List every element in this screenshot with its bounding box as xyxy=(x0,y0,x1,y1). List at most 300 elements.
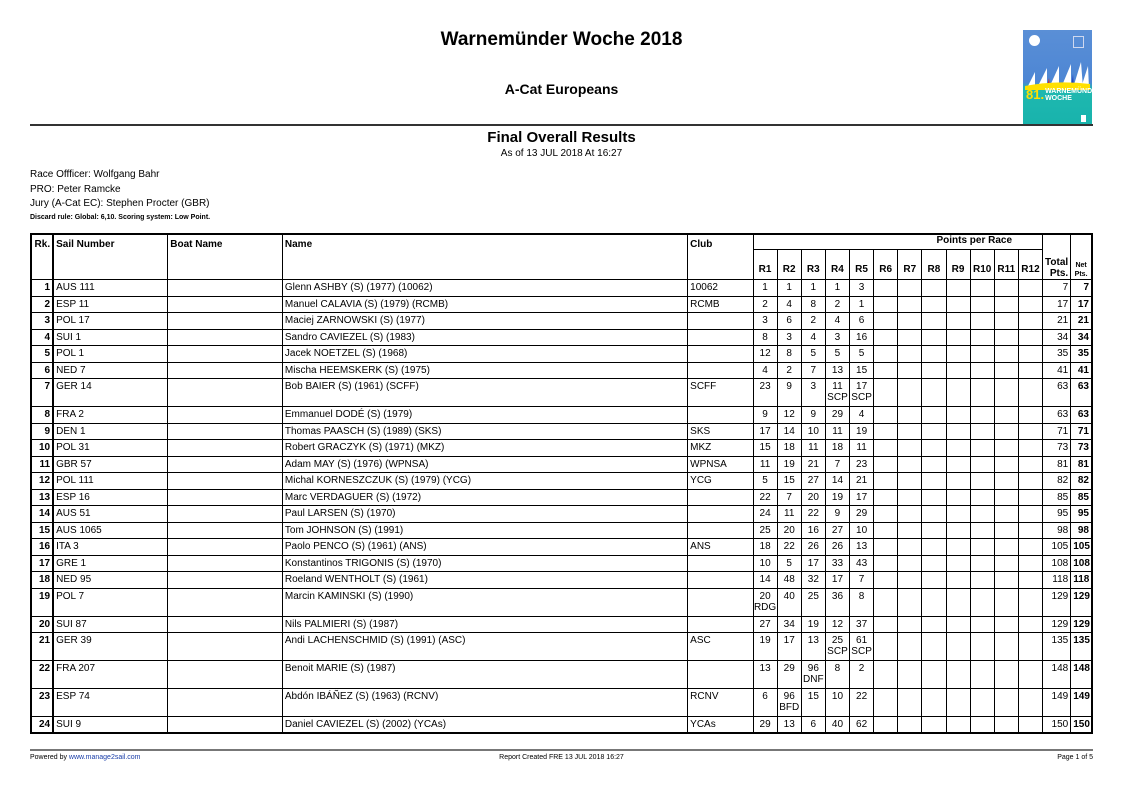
race-3-cell xyxy=(801,689,825,717)
race-points: 5 xyxy=(834,348,841,359)
net-cell: 148 xyxy=(1071,661,1092,689)
results-table xyxy=(30,233,1093,734)
report-date: As of 13 JUL 2018 At 16:27 xyxy=(500,148,623,159)
table-row xyxy=(31,379,1092,407)
col-race-8[interactable]: R8 xyxy=(922,250,946,280)
club-cell xyxy=(688,661,753,689)
rank-cell: 15 xyxy=(31,522,53,539)
race-5-cell xyxy=(850,489,874,506)
race-points: 62 xyxy=(856,719,868,730)
rank-cell: 14 xyxy=(31,506,53,523)
race-points: 2 xyxy=(762,298,768,310)
total-cell: 71 xyxy=(1043,423,1071,440)
race-points: 23 xyxy=(759,381,771,392)
boat-name-cell xyxy=(168,473,283,490)
race-11-cell xyxy=(994,522,1018,539)
race-1-cell xyxy=(753,588,777,616)
race-6-cell xyxy=(874,661,898,689)
race-points: 3 xyxy=(834,331,841,343)
net-cell: 17 xyxy=(1071,296,1092,313)
race-2-cell xyxy=(777,506,801,523)
table-row xyxy=(31,346,1092,363)
race-3-cell xyxy=(801,456,825,473)
rank-cell: 22 xyxy=(31,661,53,689)
rank-cell: 11 xyxy=(31,456,53,473)
race-4-cell xyxy=(825,522,849,539)
boat-name-cell xyxy=(168,423,283,440)
race-points: 3 xyxy=(762,315,768,326)
race-7-cell xyxy=(898,539,922,556)
sail-number-cell: POL 111 xyxy=(53,473,168,490)
race-points: 17 xyxy=(759,425,771,437)
net-cell: 95 xyxy=(1071,506,1092,523)
race-12-cell xyxy=(1018,329,1042,346)
race-8-cell xyxy=(922,473,946,490)
race-5-cell xyxy=(850,280,874,297)
race-4-cell xyxy=(825,440,849,457)
footer-divider xyxy=(30,749,1093,751)
race-points: 11 xyxy=(856,442,867,453)
race-7-cell xyxy=(898,362,922,379)
race-4-cell xyxy=(825,407,849,424)
race-points: 22 xyxy=(783,541,795,552)
col-race-4[interactable]: R4 xyxy=(825,250,849,280)
race-points: 20 xyxy=(759,590,771,602)
race-points: 26 xyxy=(807,541,819,552)
race-3-cell xyxy=(801,313,825,330)
race-5-cell xyxy=(850,346,874,363)
table-row xyxy=(31,362,1092,379)
race-points: 25 xyxy=(807,590,819,602)
club-cell xyxy=(688,346,753,363)
race-3-cell xyxy=(801,555,825,572)
col-race-11[interactable]: R11 xyxy=(994,250,1018,280)
rank-cell: 6 xyxy=(31,362,53,379)
race-points: 7 xyxy=(858,574,865,585)
race-points: 17 xyxy=(856,381,868,392)
table-row xyxy=(31,689,1092,717)
sail-number-cell: AUS 51 xyxy=(53,506,168,523)
race-points: 8 xyxy=(810,298,817,310)
race-points: 9 xyxy=(834,508,841,519)
race-2-cell xyxy=(777,717,801,734)
club-cell: WPNSA xyxy=(688,456,753,473)
race-10-cell xyxy=(970,346,994,363)
net-cell: 85 xyxy=(1071,489,1092,506)
sail-number-cell: GRE 1 xyxy=(53,555,168,572)
race-10-cell xyxy=(970,379,994,407)
col-race-6[interactable]: R6 xyxy=(874,250,898,280)
race-8-cell xyxy=(922,588,946,616)
race-1-cell xyxy=(753,555,777,572)
race-12-cell xyxy=(1018,423,1042,440)
results-body xyxy=(31,280,1092,734)
net-cell: 82 xyxy=(1071,473,1092,490)
race-10-cell xyxy=(970,588,994,616)
race-5-cell xyxy=(850,522,874,539)
table-row xyxy=(31,555,1092,572)
race-7-cell xyxy=(898,572,922,589)
col-race-10[interactable]: R10 xyxy=(970,250,994,280)
race-10-cell xyxy=(970,329,994,346)
race-5-cell xyxy=(850,506,874,523)
penalty-code: SCP xyxy=(827,392,848,403)
race-11-cell xyxy=(994,689,1018,717)
race-5-cell xyxy=(850,362,874,379)
rank-cell: 4 xyxy=(31,329,53,346)
race-1-cell xyxy=(753,362,777,379)
race-11-cell xyxy=(994,423,1018,440)
table-row xyxy=(31,456,1092,473)
header-divider xyxy=(30,124,1093,126)
race-5-cell xyxy=(850,555,874,572)
race-points: 36 xyxy=(831,590,844,602)
race-11-cell xyxy=(994,539,1018,556)
race-points: 96 xyxy=(807,663,819,674)
sail-number-cell: DEN 1 xyxy=(53,423,168,440)
col-race-1[interactable]: R1 xyxy=(753,250,777,280)
race-5-cell xyxy=(850,633,874,661)
race-points: 22 xyxy=(856,691,868,702)
manage2sail-link[interactable]: www.manage2sail.com xyxy=(68,754,141,761)
race-points: 15 xyxy=(807,691,819,702)
race-points: 14 xyxy=(783,425,795,437)
sail-number-cell: POL 17 xyxy=(53,313,168,330)
race-7-cell xyxy=(898,280,922,297)
sail-number-cell: POL 31 xyxy=(53,440,168,457)
race-6-cell xyxy=(874,522,898,539)
race-11-cell xyxy=(994,440,1018,457)
total-cell: 34 xyxy=(1043,329,1071,346)
race-4-cell xyxy=(825,489,849,506)
table-row xyxy=(31,296,1092,313)
race-11-cell xyxy=(994,489,1018,506)
race-12-cell xyxy=(1018,313,1042,330)
name-cell: Thomas PAASCH (S) (1989) (SKS) xyxy=(282,423,687,440)
total-cell: 98 xyxy=(1043,522,1071,539)
race-points: 32 xyxy=(807,574,819,585)
race-points: 17 xyxy=(783,635,795,646)
race-1-cell xyxy=(753,506,777,523)
sail-number-cell: ESP 16 xyxy=(53,489,168,506)
boat-name-cell xyxy=(168,456,283,473)
club-cell xyxy=(688,522,753,539)
net-cell: 150 xyxy=(1071,717,1092,734)
race-6-cell xyxy=(874,329,898,346)
race-8-cell xyxy=(922,407,946,424)
race-2-cell xyxy=(777,572,801,589)
race-points: 18 xyxy=(759,541,771,552)
total-cell: 129 xyxy=(1043,616,1071,633)
race-8-cell xyxy=(922,689,946,717)
boat-name-cell xyxy=(168,572,283,589)
race-4-cell xyxy=(825,506,849,523)
race-5-cell xyxy=(850,572,874,589)
race-5-cell xyxy=(850,329,874,346)
race-8-cell xyxy=(922,346,946,363)
club-cell: YCG xyxy=(688,473,753,490)
club-cell: RCMB xyxy=(688,296,753,313)
points-per-race-header: Points per Race xyxy=(753,234,1043,250)
race-points: 2 xyxy=(786,364,792,376)
race-4-cell xyxy=(825,572,849,589)
race-points: 11 xyxy=(832,381,843,392)
penalty-code: SCP xyxy=(851,646,872,657)
race-points: 11 xyxy=(784,508,795,519)
race-points: 3 xyxy=(810,381,817,392)
penalty-code: DNF xyxy=(803,674,824,685)
race-3-cell xyxy=(801,329,825,346)
col-race-5[interactable]: R5 xyxy=(850,250,874,280)
rank-cell: 20 xyxy=(31,616,53,633)
race-3-cell xyxy=(801,407,825,424)
net-cell: 135 xyxy=(1071,633,1092,661)
race-10-cell xyxy=(970,539,994,556)
race-points: 12 xyxy=(831,618,844,630)
race-7-cell xyxy=(898,522,922,539)
race-9-cell xyxy=(946,489,970,506)
race-12-cell xyxy=(1018,362,1042,379)
col-race-7[interactable]: R7 xyxy=(898,250,922,280)
name-cell: Michal KORNESZCZUK (S) (1979) (YCG) xyxy=(282,473,687,490)
race-7-cell xyxy=(898,456,922,473)
race-11-cell xyxy=(994,473,1018,490)
sail-number-cell: SUI 9 xyxy=(53,717,168,734)
race-10-cell xyxy=(970,506,994,523)
race-points: 21 xyxy=(807,458,819,470)
race-12-cell xyxy=(1018,379,1042,407)
race-1-cell xyxy=(753,296,777,313)
rank-cell: 17 xyxy=(31,555,53,572)
race-points: 4 xyxy=(762,364,768,376)
race-8-cell xyxy=(922,616,946,633)
rank-cell: 16 xyxy=(31,539,53,556)
race-3-cell xyxy=(801,440,825,457)
race-1-cell xyxy=(753,572,777,589)
race-11-cell xyxy=(994,506,1018,523)
col-rank[interactable]: Rk. xyxy=(31,234,53,280)
boat-name-cell xyxy=(168,661,283,689)
race-points: 29 xyxy=(856,508,868,519)
race-9-cell xyxy=(946,661,970,689)
race-2-cell xyxy=(777,522,801,539)
race-12-cell xyxy=(1018,456,1042,473)
race-12-cell xyxy=(1018,522,1042,539)
race-10-cell xyxy=(970,440,994,457)
race-11-cell xyxy=(994,633,1018,661)
boat-name-cell xyxy=(168,588,283,616)
race-points: 27 xyxy=(807,475,819,486)
boat-name-cell xyxy=(168,616,283,633)
race-7-cell xyxy=(898,296,922,313)
race-4-cell xyxy=(825,280,849,297)
club-cell xyxy=(688,616,753,633)
race-12-cell xyxy=(1018,572,1042,589)
sail-number-cell: AUS 111 xyxy=(53,280,168,297)
race-7-cell xyxy=(898,616,922,633)
race-2-cell xyxy=(777,379,801,407)
name-cell: Glenn ASHBY (S) (1977) (10062) xyxy=(282,280,687,297)
col-race-12[interactable]: R12 xyxy=(1018,250,1042,280)
race-points: 24 xyxy=(759,508,771,519)
race-5-cell xyxy=(850,440,874,457)
race-3-cell xyxy=(801,588,825,616)
race-points: 1 xyxy=(834,282,841,293)
race-officer: Race Offficer: Wolfgang Bahr xyxy=(30,169,160,180)
net-cell: 129 xyxy=(1071,588,1092,616)
col-boat-name[interactable]: Boat Name xyxy=(168,234,283,280)
race-points: 9 xyxy=(786,381,792,392)
race-1-cell xyxy=(753,473,777,490)
col-total[interactable]: Total Pts. xyxy=(1043,234,1071,280)
sail-number-cell: ESP 11 xyxy=(53,296,168,313)
rank-cell: 5 xyxy=(31,346,53,363)
club-cell xyxy=(688,329,753,346)
race-8-cell xyxy=(922,329,946,346)
net-cell: 81 xyxy=(1071,456,1092,473)
total-cell: 150 xyxy=(1043,717,1071,734)
rank-cell: 12 xyxy=(31,473,53,490)
sail-number-cell: ITA 3 xyxy=(53,539,168,556)
race-points: 10 xyxy=(807,425,819,437)
race-4-cell xyxy=(825,588,849,616)
race-5-cell xyxy=(850,313,874,330)
boat-name-cell xyxy=(168,407,283,424)
race-5-cell xyxy=(850,379,874,407)
net-cell: 35 xyxy=(1071,346,1092,363)
race-11-cell xyxy=(994,717,1018,734)
table-row xyxy=(31,633,1092,661)
total-cell: 63 xyxy=(1043,379,1071,407)
race-points: 3 xyxy=(786,331,792,343)
net-cell: 129 xyxy=(1071,616,1092,633)
race-12-cell xyxy=(1018,489,1042,506)
race-points: 6 xyxy=(810,719,817,730)
race-points: 2 xyxy=(834,298,841,310)
col-net[interactable]: Net Pts. xyxy=(1071,234,1092,280)
total-cell: 135 xyxy=(1043,633,1071,661)
col-race-9[interactable]: R9 xyxy=(946,250,970,280)
race-points: 27 xyxy=(759,618,771,630)
race-7-cell xyxy=(898,588,922,616)
race-points: 13 xyxy=(831,364,844,376)
race-points: 18 xyxy=(831,442,844,453)
race-8-cell xyxy=(922,379,946,407)
net-cell: 71 xyxy=(1071,423,1092,440)
race-9-cell xyxy=(946,280,970,297)
race-2-cell xyxy=(777,296,801,313)
race-7-cell xyxy=(898,423,922,440)
name-cell: Andi LACHENSCHMID (S) (1991) (ASC) xyxy=(282,633,687,661)
race-2-cell xyxy=(777,456,801,473)
race-points: 23 xyxy=(856,458,868,470)
race-9-cell xyxy=(946,539,970,556)
penalty-code: RDG xyxy=(753,601,777,613)
race-12-cell xyxy=(1018,539,1042,556)
race-3-cell xyxy=(801,423,825,440)
race-3-cell xyxy=(801,633,825,661)
net-cell: 118 xyxy=(1071,572,1092,589)
race-8-cell xyxy=(922,522,946,539)
race-5-cell xyxy=(850,423,874,440)
club-cell xyxy=(688,572,753,589)
col-club[interactable]: Club xyxy=(688,234,753,280)
race-1-cell xyxy=(753,633,777,661)
race-4-cell xyxy=(825,379,849,407)
race-6-cell xyxy=(874,423,898,440)
race-2-cell xyxy=(777,407,801,424)
race-3-cell xyxy=(801,572,825,589)
sponsor-icon xyxy=(1073,36,1084,48)
name-cell: Paolo PENCO (S) (1961) (ANS) xyxy=(282,539,687,556)
name-cell: Adam MAY (S) (1976) (WPNSA) xyxy=(282,456,687,473)
race-7-cell xyxy=(898,717,922,734)
name-cell: Benoit MARIE (S) (1987) xyxy=(282,661,687,689)
table-row xyxy=(31,588,1092,616)
race-10-cell xyxy=(970,473,994,490)
race-2-cell xyxy=(777,555,801,572)
race-5-cell xyxy=(850,661,874,689)
race-points: 43 xyxy=(856,557,868,569)
race-points: 4 xyxy=(810,331,817,343)
name-cell: Konstantinos TRIGONIS (S) (1970) xyxy=(282,555,687,572)
race-points: 37 xyxy=(856,618,868,630)
col-sail-number[interactable]: Sail Number xyxy=(53,234,168,280)
race-5-cell xyxy=(850,296,874,313)
race-points: 29 xyxy=(831,409,844,420)
report-title: Final Overall Results xyxy=(487,129,636,146)
race-3-cell xyxy=(801,661,825,689)
table-row xyxy=(31,572,1092,589)
race-1-cell xyxy=(753,313,777,330)
race-points: 3 xyxy=(858,282,865,293)
sail-number-cell: AUS 1065 xyxy=(53,522,168,539)
race-2-cell xyxy=(777,346,801,363)
race-points: 1 xyxy=(810,282,817,293)
boat-name-cell xyxy=(168,346,283,363)
race-points: 14 xyxy=(831,475,844,486)
race-points: 20 xyxy=(807,491,819,503)
race-10-cell xyxy=(970,633,994,661)
col-name[interactable]: Name xyxy=(282,234,687,280)
class-title: A-Cat Europeans xyxy=(504,81,619,97)
race-11-cell xyxy=(994,616,1018,633)
race-2-cell xyxy=(777,588,801,616)
rank-cell: 10 xyxy=(31,440,53,457)
race-points: 13 xyxy=(856,541,868,552)
col-race-2[interactable]: R2 xyxy=(777,250,801,280)
race-6-cell xyxy=(874,616,898,633)
table-row xyxy=(31,423,1092,440)
race-2-cell xyxy=(777,489,801,506)
discard-rule: Discard rule: Global: 6,10. Scoring system: Low Point. xyxy=(30,214,211,221)
race-points: 4 xyxy=(858,409,865,420)
race-3-cell xyxy=(801,717,825,734)
race-points: 7 xyxy=(786,491,792,503)
total-cell: 7 xyxy=(1043,280,1071,297)
col-race-3[interactable]: R3 xyxy=(801,250,825,280)
boat-name-cell xyxy=(168,539,283,556)
table-row xyxy=(31,280,1092,297)
event-title: Warnemünder Woche 2018 xyxy=(440,29,683,50)
race-points: 15 xyxy=(783,475,795,486)
race-12-cell xyxy=(1018,588,1042,616)
sail-number-cell: SUI 87 xyxy=(53,616,168,633)
boat-name-cell xyxy=(168,506,283,523)
race-12-cell xyxy=(1018,633,1042,661)
race-10-cell xyxy=(970,456,994,473)
race-1-cell xyxy=(753,440,777,457)
